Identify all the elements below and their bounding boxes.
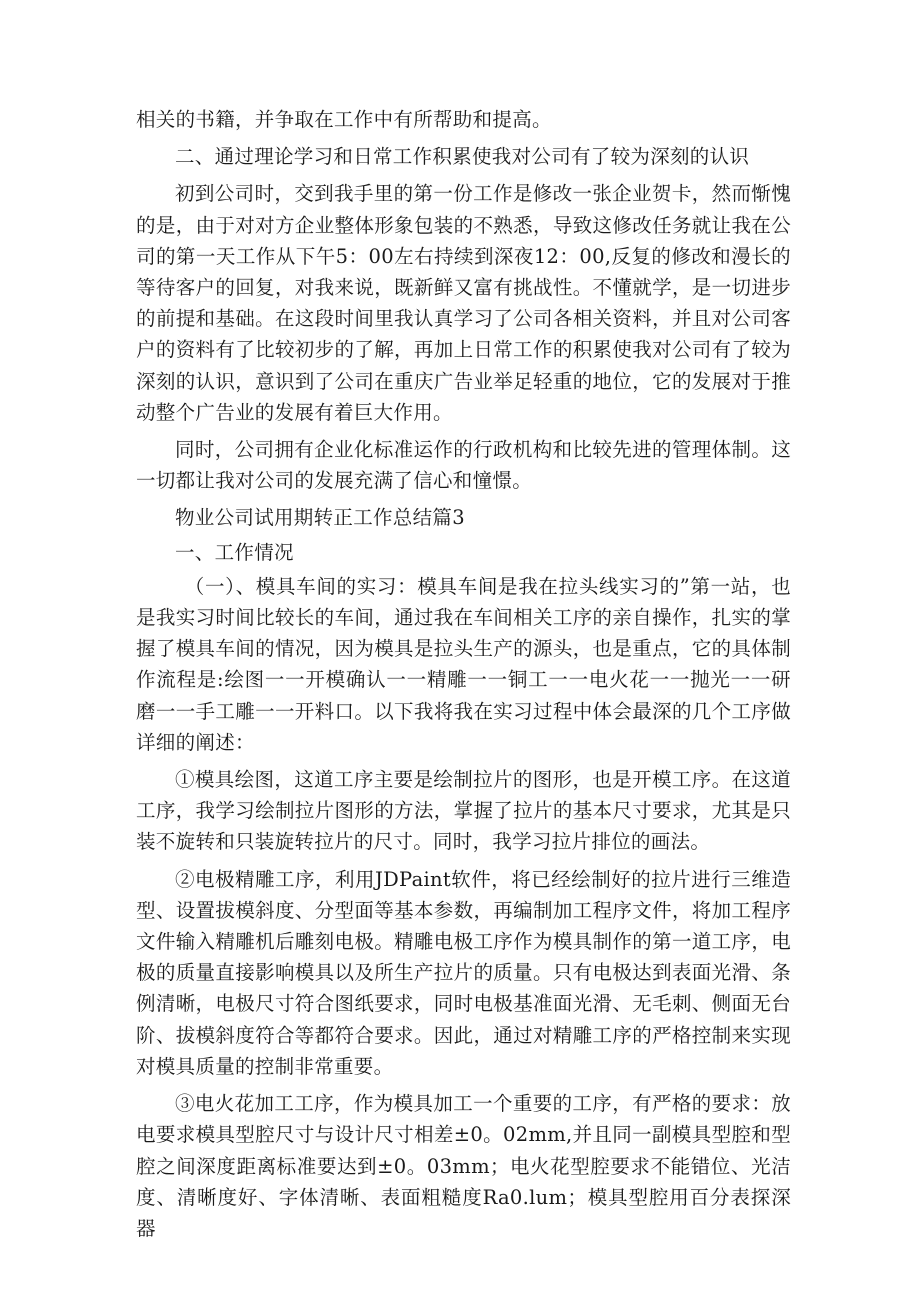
paragraph-management: 同时，公司拥有企业化标准运作的行政机构和比较先进的管理体制。这一切都让我对公司的发展充满了信心和憧憬。 <box>136 438 791 493</box>
paragraph-electrode-engraving: ②电极精雕工序，利用JDPaint软件，将已经绘制好的拉片进行三维造型、设置拔模斜度、分型面等基本参数，再编制加工程序文件，将加工程序文件输入精雕机后雕刻电极。精雕电极工序作为模具制作的第一道工序，电极的质量直接影响模具以及所生产拉片的质量。只有电极达到表面光滑、条例清晰，电极尺寸符合图纸要求，同时电极基准面光滑、无毛刺、侧面无台阶、拔模斜度符合等都符合要求。因此，通过对精雕工序的严格控制来实现对模具质量的控制非常重要。 <box>136 867 791 1078</box>
paragraph-mold-drawing: ①模具绘图，这道工序主要是绘制拉片的图形，也是开模工序。在这道工序，我学习绘制拉片图形的方法，掌握了拉片的基本尺寸要求，尤其是只装不旋转和只装旋转拉片的尺寸。同时，我学习拉片排位的画法。 <box>136 768 791 854</box>
article-title: 物业公司试用期转正工作总结篇3 <box>175 506 465 530</box>
section-heading-2: 二、通过理论学习和日常工作积累使我对公司有了较为深刻的认识 <box>175 145 750 169</box>
document-body <box>136 104 791 1250</box>
paragraph-edm: ③电火花加工工序，作为模具加工一个重要的工序，有严格的要求：放电要求模具型腔尺寸与设计尺寸相差±0。02mm,并且同一副模具型腔和型腔之间深度距离标准要达到±0。03mm；电火花型腔要求不能错位、光洁度、清晰度好、字体清晰、表面粗糙度Ra0.lum；模具型腔用百分表探深器 <box>136 1092 791 1240</box>
paragraph-continuation: 相关的书籍，并争取在工作中有所帮助和提高。 <box>136 108 552 131</box>
paragraph-mold-workshop: （一）、模具车间的实习：模具车间是我在拉头线实习的”第一站，也是我实习时间比较长的车间，通过我在车间相关工序的亲自操作，扎实的掌握了模具车间的情况，因为模具是拉头生产的源头，也是重点，它的具体制作流程是:绘图一一开模确认一一精雕一一铜工一一电火花一一抛光一一研磨一一手工雕一一开料口。以下我将我在实习过程中体会最深的几个工序做详细的阐述： <box>136 574 791 754</box>
paragraph-first-job: 初到公司时，交到我手里的第一份工作是修改一张企业贺卡，然而惭愧的是，由于对对方企业整体形象包装的不熟悉，导致这修改任务就让我在公司的第一天工作从下午5：00左右持续到深夜12：00,反复的修改和漫长的等待客户的回复，对我来说，既新鲜又富有挑战性。不懂就学，是一切进步的前提和基础。在这段时间里我认真学习了公司各相关资料，并且对公司客户的资料有了比较初步的了解，再加上日常工作的积累使我对公司有了较为深刻的认识，意识到了公司在重庆广告业举足轻重的地位，它的发展对于推动整个广告业的发展有着巨大作用。 <box>136 182 791 424</box>
section-heading-work: 一、工作情况 <box>175 540 294 564</box>
